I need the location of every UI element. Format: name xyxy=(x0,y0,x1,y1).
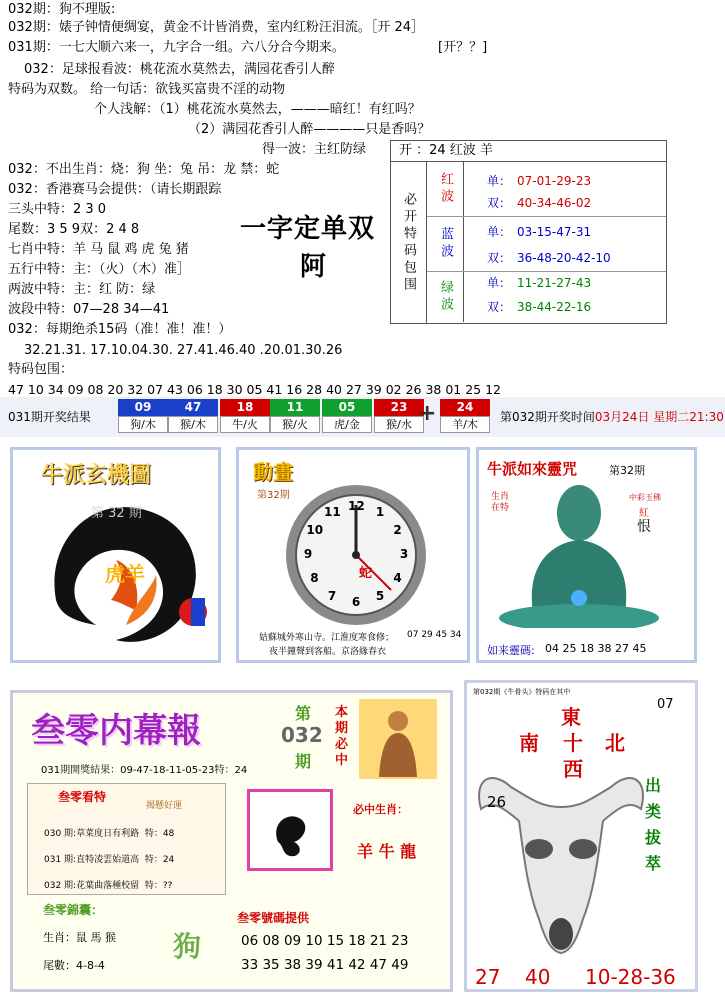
wave-blue-dan: 单： 03-15-47-31 xyxy=(487,225,592,239)
wave-blue-name: 蓝波 xyxy=(427,217,464,271)
panel4-tail: 尾數：4-8-4 xyxy=(43,959,105,972)
panel5-side: 出类拔萃 xyxy=(645,776,662,873)
line-2: 032期：婊子钟情便绸宴，黄金不计皆消费，室内红粉汪泪流。［开 24］ xyxy=(8,20,424,35)
panel5-b2: 40 xyxy=(525,965,551,989)
zodiac-glyph-icon xyxy=(250,792,330,868)
panel3-nums-label: 如来靈碼: xyxy=(487,644,535,657)
panel3-issue: 第32期 xyxy=(609,464,645,477)
line-18: 32.21.31. 17.10.04.30. 27.41.46.40 .20.01.30.26 xyxy=(24,343,343,358)
wave-table-head: 开 ：24 红波 羊 xyxy=(391,141,666,162)
line-11: 三头中特：2 3 0 xyxy=(8,202,107,217)
line-3: 031期：一七大顺六来一，九字合一组。六八分合今期来。 xyxy=(8,40,345,55)
clock-number: 6 xyxy=(351,595,361,609)
panel1-title: 牛派玄機圖 xyxy=(41,463,152,488)
panel3-title: 牛派如來靈咒 xyxy=(487,460,578,478)
result-right-label: 第032期开奖时间03月24日 星期二21:30 xyxy=(500,410,724,424)
line-9: 032：不出生肖：烧：狗 坐：兔 吊：龙 禁：蛇 xyxy=(8,162,280,177)
line-20: 47 10 34 09 08 20 32 07 43 06 18 30 05 41 16 28 40 27 39 02 26 38 01 25 12 xyxy=(8,382,502,397)
clock-number: 7 xyxy=(327,588,337,603)
panel4-issue-b: 032 xyxy=(281,723,323,747)
ball-zodiac: 牛/火 xyxy=(220,416,270,433)
ball-number: 18 xyxy=(220,399,270,416)
panel4-vert: 本期必中 xyxy=(335,705,349,768)
slogan-1: 一字定单双 xyxy=(240,214,376,244)
panel3-left-text: 生肖在特 xyxy=(491,492,510,513)
ball-zodiac: 狗/木 xyxy=(118,416,168,433)
wave-red-block xyxy=(427,162,666,217)
wave-blue-block xyxy=(427,217,666,272)
ball-zodiac: 猴/水 xyxy=(374,416,424,433)
clock-number: 10 xyxy=(306,523,324,537)
panel4-row-3: 032 期:花葉曲落種校留 特：?? xyxy=(44,881,173,891)
panel1-issue: 第 32 期 xyxy=(91,506,142,521)
wave-table xyxy=(390,140,667,324)
result-ball xyxy=(118,399,168,433)
panel4-must-val: 羊 牛 龍 xyxy=(357,842,417,861)
panel4-nums-1: 06 08 09 10 15 18 21 23 xyxy=(241,933,409,949)
clock-number: 2 xyxy=(393,523,402,537)
line-17: 032：每期绝杀15码（准！准！准！） xyxy=(8,322,232,337)
panel3-nums: 04 25 18 38 27 45 xyxy=(545,642,647,655)
panel3-right-mid: 紅 xyxy=(639,508,649,519)
panel4-box xyxy=(27,783,226,895)
panel2-poem1: 姑蘇城外寒山寺。江淮度寒食修； xyxy=(259,633,395,643)
panel-bull-map xyxy=(10,447,221,663)
clock-number: 8 xyxy=(310,571,319,585)
ball-number: 47 xyxy=(168,399,218,416)
line-13: 七肖中特：羊 马 鼠 鸡 虎 兔 猪 xyxy=(8,242,189,257)
wave-red-name: 红波 xyxy=(427,162,464,216)
panel4-guide: 叁零錦囊： xyxy=(43,903,104,917)
panel4-issue-a: 第 xyxy=(295,704,312,723)
ball-zodiac: 羊/木 xyxy=(440,416,490,433)
ball-number: 09 xyxy=(118,399,168,416)
result-ball xyxy=(220,399,270,433)
wave-green-name: 绿波 xyxy=(427,272,464,322)
line-15: 两波中特：主：红 防：绿 xyxy=(8,282,156,297)
slogan-2: 阿 xyxy=(300,252,328,282)
clock-number: 12 xyxy=(348,499,365,513)
panel4-stamp: 狗 xyxy=(173,930,202,963)
panel3-right-big: 恨 xyxy=(637,519,651,535)
panel4-box-title: 叁零看特 xyxy=(58,790,107,804)
plus-sign: + xyxy=(418,401,437,426)
ball-number: 11 xyxy=(270,399,320,416)
panel4-row-2: 031 期:直特凌雲始道高 特：24 xyxy=(44,855,175,865)
ball-number: 05 xyxy=(322,399,372,416)
ball-number: 23 xyxy=(374,399,424,416)
panel5-west: 西 xyxy=(563,757,583,781)
panel-animation xyxy=(236,447,470,663)
panel4-zodiac: 生肖：鼠 馬 猴 xyxy=(43,931,116,944)
panel5-north: 北 xyxy=(605,731,625,755)
panel4-prev: 031期開獎結果：09-47-18-11-05-23特：24 xyxy=(41,765,248,776)
line-6: 个人浅解：（1）桃花流水莫然去，———暗红！有红吗？ xyxy=(94,102,421,117)
panel2-title: 動畫 xyxy=(253,460,293,484)
result-ball xyxy=(440,399,490,433)
line-19: 特码包围： xyxy=(8,362,74,377)
clock-number: 11 xyxy=(324,505,341,520)
clock-number: 5 xyxy=(375,588,385,603)
line-4: 032：足球报看波：桃花流水莫然去，满园花香引人醉 xyxy=(24,62,335,77)
line-1: 032期：狗不理版: xyxy=(8,2,116,17)
panel5-b3: 10-28-36 xyxy=(585,965,676,989)
result-left-label: 031期开奖结果 xyxy=(8,410,91,424)
result-ball xyxy=(374,399,424,433)
panel5-south: 南 xyxy=(519,731,539,755)
panel4-nums-title: 叁零號碼提供 xyxy=(237,911,310,925)
panel3-right-top: 中彩玉佛 xyxy=(629,493,661,502)
panel5-east: 東 xyxy=(561,705,581,729)
panel-insider xyxy=(10,690,453,992)
panel-bull-skull xyxy=(464,680,698,992)
panel4-issue-c: 期 xyxy=(295,752,312,771)
wave-table-side: 必开特码包围 xyxy=(391,162,427,323)
panel2-issue: 第32期 xyxy=(257,490,290,501)
clock-number: 1 xyxy=(375,505,385,520)
line-7: （2）满园花香引人醉————只是香吗？ xyxy=(188,122,431,137)
wave-red-shuang: 双： 40-34-46-02 xyxy=(487,196,592,210)
result-ball xyxy=(168,399,218,433)
line-16: 波段中特：07—28 34—41 xyxy=(8,302,170,317)
panel5-26: 26 xyxy=(487,793,507,811)
wave-red-dan: 单： 07-01-29-23 xyxy=(487,174,592,188)
clock-number: 9 xyxy=(303,547,313,561)
ball-zodiac: 虎/金 xyxy=(322,416,372,433)
line-12: 尾数：3 5 9双：2 4 8 xyxy=(8,222,140,237)
panel5-top: 第032期《牛骨头》特码在其中 xyxy=(473,688,571,696)
panel4-must-label: 必中生肖： xyxy=(353,803,408,816)
panel2-poem2: 夜半鐘聲到客船。京洛緣春衣 xyxy=(269,647,387,657)
wave-green-dan: 单： 11-21-27-43 xyxy=(487,276,592,290)
panel5-b1: 27 xyxy=(475,965,501,989)
line-14: 五行中特：主：（火）（木）准］ xyxy=(8,262,191,277)
panel5-ten: 十 xyxy=(563,731,583,755)
panel5-07: 07 xyxy=(657,697,674,712)
result-strip xyxy=(0,397,725,437)
panel1-char: 虎羊 xyxy=(105,562,145,586)
panel4-title: 叁零内幕報 xyxy=(31,711,201,751)
result-ball xyxy=(270,399,320,433)
clock-number: 4 xyxy=(393,571,402,585)
panel4-zodiac-box xyxy=(247,789,333,871)
wave-green-shuang: 双： 38-44-22-16 xyxy=(487,300,592,314)
clock-number: 3 xyxy=(399,547,409,561)
panel4-row-1: 030 期:草菜度日有利路 特：48 xyxy=(44,829,175,839)
line-3-result: [开？？] xyxy=(438,40,488,55)
line-5: 特码为双数。 给一句话：欲钱买富贵不淫的动物 xyxy=(8,82,286,97)
panel-buddha xyxy=(476,447,697,663)
ball-zodiac: 猴/木 xyxy=(168,416,218,433)
panel2-tag: 蛇 xyxy=(359,566,373,581)
line-10: 032：香港赛马会提供：（请长期跟踪 xyxy=(8,182,222,197)
result-ball xyxy=(322,399,372,433)
ball-zodiac: 猴/火 xyxy=(270,416,320,433)
panel4-nums-2: 33 35 38 39 41 42 47 49 xyxy=(241,957,409,973)
wave-blue-shuang: 双： 36-48-20-42-10 xyxy=(487,251,611,265)
panel4-box-sub: 揭懸好運 xyxy=(146,801,183,811)
guanyin-icon xyxy=(359,699,437,779)
wave-green-block xyxy=(427,272,666,322)
line-8: 得一波：主红防绿 xyxy=(262,142,367,157)
panel2-nums: 07 29 45 34 xyxy=(407,630,462,640)
ball-number: 24 xyxy=(440,399,490,416)
